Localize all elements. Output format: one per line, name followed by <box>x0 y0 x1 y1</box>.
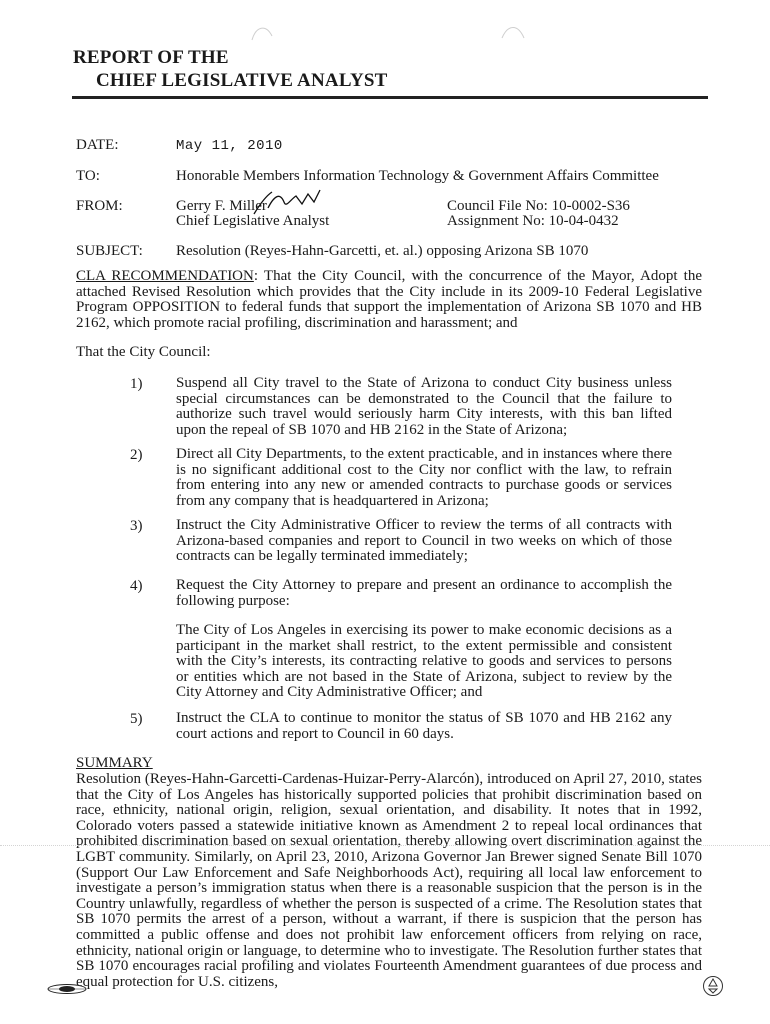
list-item: Suspend all City travel to the State of Arizona to conduct City business unless special circumstances can be demonstrated to the Council that the failure to authorize such travel would seriously harm City interests, with this ban lifted upon the repeal of SB 1070 and HB 2162 in the State of Arizona; <box>176 375 672 438</box>
summary-text: Resolution (Reyes-Hahn-Garcetti-Cardenas-Huizar-Perry-Alarcón), introduced on April 27, 2010, states that the City of Los Angeles has historically supported policies that prohibit discrimination based on race, ethnicity, national origin, religion, sexual orientation, and disability. It notes that in 1992, Colorado voters passed a statewide initiative known as Amendment 2 to repeal local ordinances that prohibited discrimination based on sexual orientation, thereby allowing overt discrimination against the LGBT community. Similarly, on April 23, 2010, Arizona Governor Jan Brewer signed Senate Bill 1070 (Support Our Law Enforcement and Safe Neighborhoods Act), requiring all local law enforcement to investigate a person’s immigration status when there is a reasonable suspicion that the person is in the Country unlawfully, regardless of whether the person is suspected of a crime. The Resolution states that SB 1070 permits the arrest of a person, without a warrant, if there is suspicion that the person has committed a public offense and does not prohibit law enforcement officers from relying on race, ethnicity, national origin or language, to determine who to investigate. The Resolution further states that SB 1070 encourages racial profiling and violates Fourteenth Amendment guarantees of due process and equal protection for U.S. citizens, <box>76 771 702 990</box>
to-label: TO: <box>76 168 100 184</box>
list-item: Instruct the City Administrative Officer to review the terms of all contracts with Arizona-based companies and report to Council in two weeks on which of those contracts can be legally terminated immediately; <box>176 517 672 565</box>
date-value: May 11, 2010 <box>176 138 283 154</box>
item-number: 2) <box>130 447 143 463</box>
from-label: FROM: <box>76 198 123 214</box>
scan-mark-icon <box>248 22 278 44</box>
to-value: Honorable Members Information Technology & Government Affairs Committee <box>176 168 659 184</box>
report-title-line2: CHIEF LEGISLATIVE ANALYST <box>96 70 388 91</box>
item-number: 1) <box>130 376 143 392</box>
assignment-number: Assignment No: 10-04-0432 <box>447 213 619 229</box>
handwritten-signature-icon <box>250 186 330 220</box>
header-rule <box>72 96 708 99</box>
subject-value: Resolution (Reyes-Hahn-Garcetti, et. al.) opposing Arizona SB 1070 <box>176 243 589 259</box>
item-number: 5) <box>130 711 143 727</box>
item-number: 3) <box>130 518 143 534</box>
union-bug-logo-icon <box>46 983 88 995</box>
scan-mark-icon <box>498 22 528 44</box>
ordinance-purpose: The City of Los Angeles in exercising its power to make economic decisions as a participant in the market shall restrict, to the extent permissible and consistent with the City’s interests, its contracting relative to goods and services to persons or entities which are not based in the State of Arizona, subject to review by the City Attorney and City Administrative Officer; and <box>176 622 672 701</box>
council-file-number: Council File No: 10-0002-S36 <box>447 198 630 214</box>
scan-artifact-line <box>0 845 770 846</box>
cla-recommendation <box>76 269 702 331</box>
recommendation-heading: CLA RECOMMENDATION <box>76 268 254 284</box>
recycle-icon <box>702 975 724 997</box>
subject-label: SUBJECT: <box>76 243 143 259</box>
from-title: Chief Legislative Analyst <box>176 213 330 229</box>
summary-heading: SUMMARY <box>76 755 153 771</box>
report-title-line1: REPORT OF THE <box>73 47 229 68</box>
recommendation-text: : That the City Council, with the concurrence of the Mayor, Adopt the attached Revised Resolution which provides that the City include in its 2009-10 Federal Legislative Program OPPOSITION to federal funds that support the implementation of Arizona SB 1070 and HB 2162, which promote racial profiling, discrimination and harassment; and <box>76 268 702 331</box>
item-number: 4) <box>130 578 143 594</box>
from-name: Gerry F. Miller <box>176 198 267 214</box>
list-item: Direct all City Departments, to the extent practicable, and in instances where there is no significant additional cost to the City nor conflict with the law, to refrain from entering into any new or amended contracts to purchase goods or services from any company that is headquartered in Arizona; <box>176 446 672 509</box>
date-label: DATE: <box>76 137 119 153</box>
council-intro: That the City Council: <box>76 344 211 360</box>
list-item: Request the City Attorney to prepare and present an ordinance to accomplish the following purpose: <box>176 577 672 609</box>
list-item: Instruct the CLA to continue to monitor the status of SB 1070 and HB 2162 any court actions and report to Council in 60 days. <box>176 710 672 742</box>
